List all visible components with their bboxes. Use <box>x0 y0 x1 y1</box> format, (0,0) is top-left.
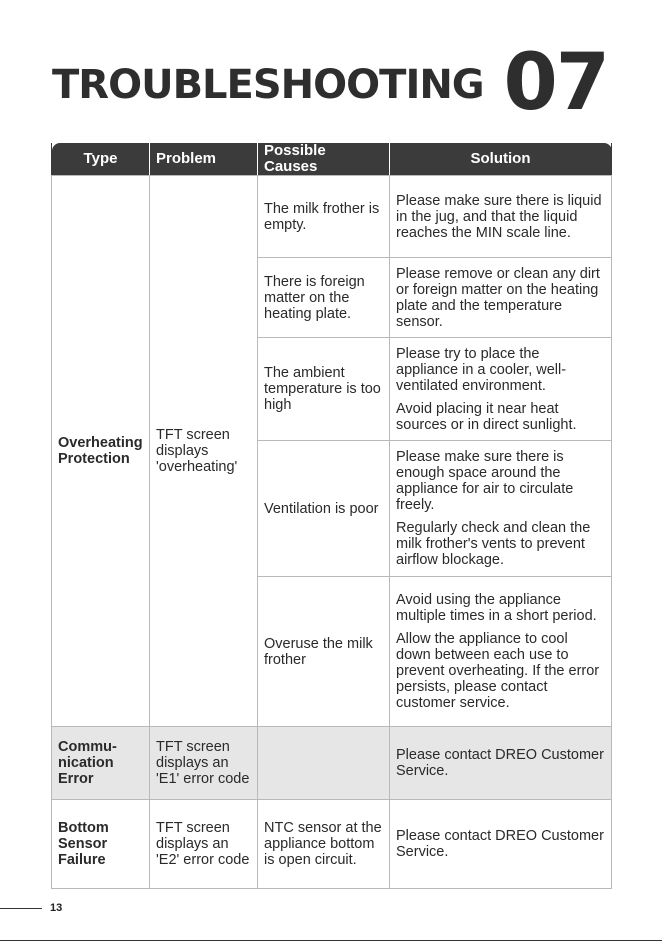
table-row <box>52 176 612 258</box>
solution-text: Please make sure there is enough space around the appliance for air to circulate freely. <box>396 449 574 513</box>
page-number-rule <box>0 908 42 909</box>
solution-text: Avoid using the appliance multiple times in a short period. <box>396 592 597 624</box>
bottom-rule <box>0 940 662 941</box>
table-row <box>52 727 612 800</box>
table-header-row <box>52 143 612 176</box>
solution-cell <box>390 441 612 577</box>
type-bottom-sensor-failure: Bottom Sensor Failure <box>52 800 150 889</box>
cause-cell: The ambient temperature is too high <box>258 338 390 441</box>
page-number: 13 <box>50 902 63 914</box>
solution-cell <box>390 800 612 889</box>
solution-cell <box>390 258 612 338</box>
chapter-number: 07 <box>503 38 608 128</box>
cause-cell: NTC sensor at the appliance bottom is open circuit. <box>258 800 390 889</box>
header-type: Type <box>52 143 150 176</box>
solution-text: Regularly check and clean the milk frother's vents to prevent airflow blockage. <box>396 520 591 568</box>
type-communication-error: Commu-nication Error <box>52 727 150 800</box>
type-overheating-protection: Overheating Protection <box>52 176 150 727</box>
problem-communication: TFT screen displays an 'E1' error code <box>150 727 258 800</box>
solution-text: Please make sure there is liquid in the jug, and that the liquid reaches the MIN scale line. <box>396 192 602 241</box>
header-problem: Problem <box>150 143 258 176</box>
solution-text: Avoid placing it near heat sources or in direct sunlight. <box>396 400 577 433</box>
solution-text: Please remove or clean any dirt or foreign matter on the heating plate and the temperature sensor. <box>396 265 600 330</box>
header-possible-causes: Possible Causes <box>258 143 390 176</box>
troubleshooting-table <box>51 143 612 889</box>
table-row <box>52 800 612 889</box>
cause-cell: Overuse the milk frother <box>258 577 390 727</box>
solution-cell <box>390 727 612 800</box>
problem-bottom-sensor: TFT screen displays an 'E2' error code <box>150 800 258 889</box>
cause-cell <box>258 727 390 800</box>
page-title: TROUBLESHOOTING <box>52 62 484 108</box>
solution-text: Allow the appliance to cool down between each use to prevent overheating. If the error persists, please contact customer service. <box>396 631 600 711</box>
cause-cell: The milk frother is empty. <box>258 176 390 258</box>
solution-cell <box>390 577 612 727</box>
solution-text: Please contact DREO Customer Service. <box>396 747 604 779</box>
header-solution: Solution <box>390 143 612 176</box>
cause-cell: Ventilation is poor <box>258 441 390 577</box>
solution-cell <box>390 338 612 441</box>
solution-text: Please try to place the appliance in a cooler, well-ventilated environment. <box>396 345 567 394</box>
solution-cell <box>390 176 612 258</box>
cause-cell: There is foreign matter on the heating plate. <box>258 258 390 338</box>
solution-text: Please contact DREO Customer Service. <box>396 828 604 860</box>
problem-overheating: TFT screen displays 'overheating' <box>150 176 258 727</box>
